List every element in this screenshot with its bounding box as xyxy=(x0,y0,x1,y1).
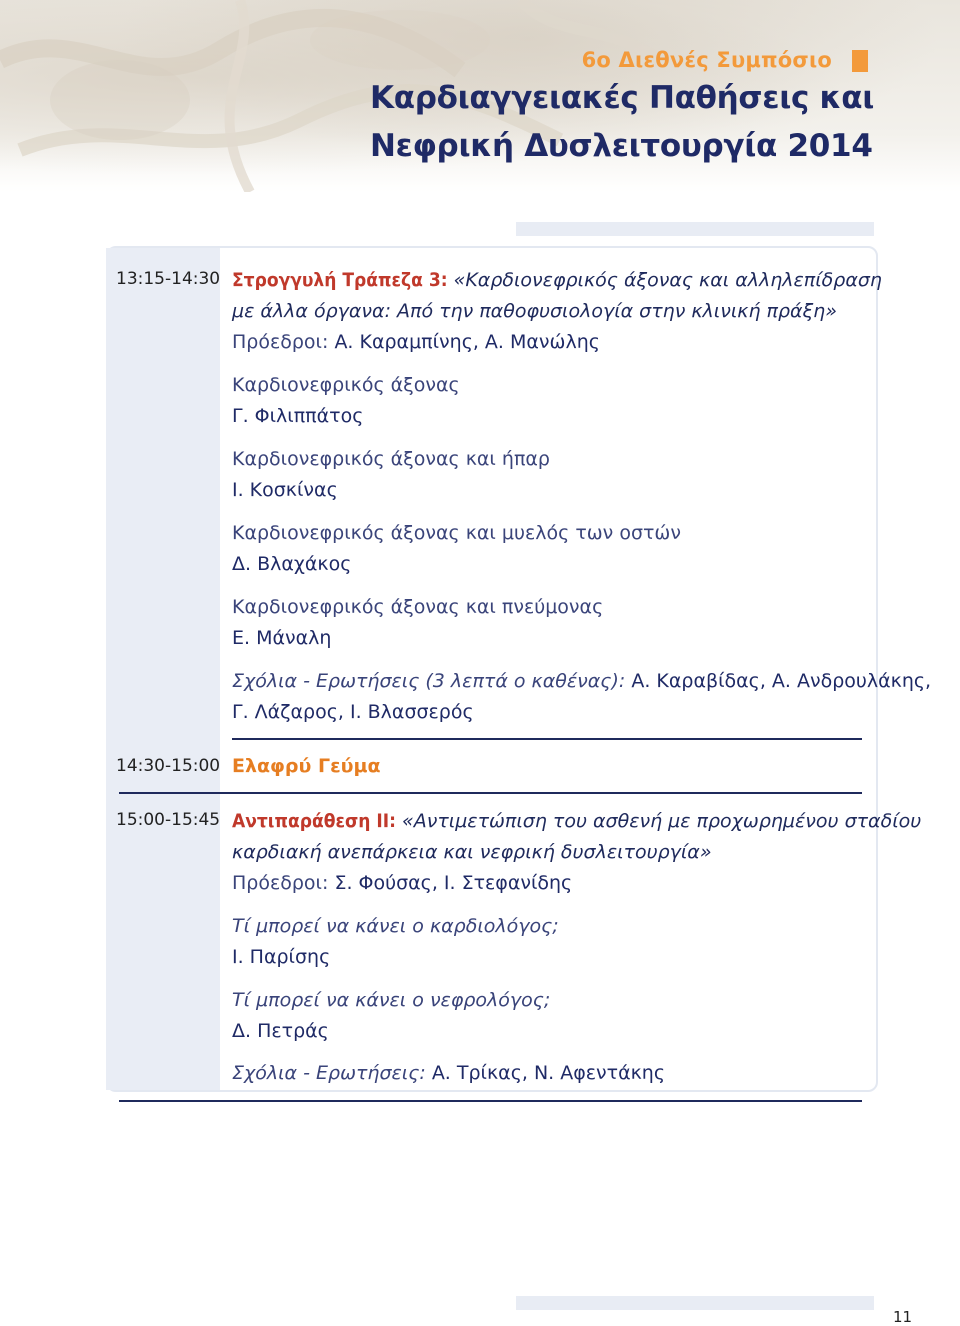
discussion-names-line2: Γ. Λάζαρος, Ι. Βλασσερός xyxy=(232,701,474,723)
session-title-part1: «Αντιμετώπιση του ασθενή με προχωρημένου σταδίου xyxy=(402,810,922,832)
session-time: 13:15-14:30 xyxy=(116,269,221,289)
talk-speaker: Δ. Βλαχάκος xyxy=(232,553,352,575)
session-title-part1: «Καρδιονεφρικός άξονας και αλληλεπίδραση xyxy=(453,269,882,291)
divider xyxy=(119,792,862,794)
chairs-label: Πρόεδροι: xyxy=(232,331,329,353)
accent-square xyxy=(852,50,868,72)
session-title xyxy=(232,265,882,296)
decorative-tab-top xyxy=(516,222,874,236)
session-label: Αντιπαράθεση ΙΙ: xyxy=(232,810,396,832)
header-banner xyxy=(0,0,960,192)
talk-speaker: Δ. Πετράς xyxy=(232,1020,329,1042)
time-column xyxy=(106,248,220,1090)
discussion-label: Σχόλια - Ερωτήσεις (3 λεπτά ο καθένας): xyxy=(232,670,626,692)
talk-speaker: Ι. Κοσκίνας xyxy=(232,479,338,501)
talk-topic: Καρδιονεφρικός άξονας και ήπαρ xyxy=(232,448,550,470)
talk-topic: Τί μπορεί να κάνει ο καρδιολόγος; xyxy=(232,915,559,937)
symposium-label: 6ο Διεθνές Συμπόσιο xyxy=(581,48,832,72)
divider xyxy=(119,1100,862,1102)
session-title-part2: καρδιακή ανεπάρκεια και νεφρική δυσλειτουργία» xyxy=(232,841,712,863)
talk-speaker: Γ. Φιλιππάτος xyxy=(232,405,364,427)
chairs-names: Α. Καραμπίνης, Α. Μανώλης xyxy=(334,331,600,353)
talk-topic: Τί μπορεί να κάνει ο νεφρολόγος; xyxy=(232,989,551,1011)
talk-topic: Καρδιονεφρικός άξονας και μυελός των οστών xyxy=(232,522,681,544)
session-time: 14:30-15:00 xyxy=(116,756,221,776)
talk-topic: Καρδιονεφρικός άξονας xyxy=(232,374,460,396)
chairs-names: Σ. Φούσας, Ι. Στεφανίδης xyxy=(334,872,573,894)
session-title xyxy=(232,806,921,837)
session-label: Στρογγυλή Τράπεζα 3: xyxy=(232,269,448,291)
session-time: 15:00-15:45 xyxy=(116,810,221,830)
banner-title-line2: Νεφρική Δυσλειτουργία 2014 xyxy=(370,128,873,164)
talk-speaker: Ε. Μάναλη xyxy=(232,627,332,649)
session-title-part2: με άλλα όργανα: Από την παθοφυσιολογία στην κλινική πράξη» xyxy=(232,300,837,322)
discussion xyxy=(232,666,931,697)
lunch-label: Ελαφρύ Γεύμα xyxy=(232,755,381,777)
discussion-names-line1: Α. Τρίκας, Ν. Αφεντάκης xyxy=(431,1062,665,1084)
discussion-label: Σχόλια - Ερωτήσεις: xyxy=(232,1062,426,1084)
page-number: 11 xyxy=(893,1308,913,1326)
banner-title-line1: Καρδιαγγειακές Παθήσεις και xyxy=(370,80,875,116)
talk-speaker: Ι. Παρίσης xyxy=(232,946,331,968)
talk-topic: Καρδιονεφρικός άξονας και πνεύμονας xyxy=(232,596,604,618)
chairs-label: Πρόεδροι: xyxy=(232,872,329,894)
session-chairs xyxy=(232,327,600,358)
decorative-tab-bottom xyxy=(516,1296,874,1310)
discussion-names-line1: Α. Καραβίδας, Α. Ανδρουλάκης, xyxy=(631,670,932,692)
discussion xyxy=(232,1058,665,1089)
session-chairs xyxy=(232,868,572,899)
divider xyxy=(232,738,862,740)
